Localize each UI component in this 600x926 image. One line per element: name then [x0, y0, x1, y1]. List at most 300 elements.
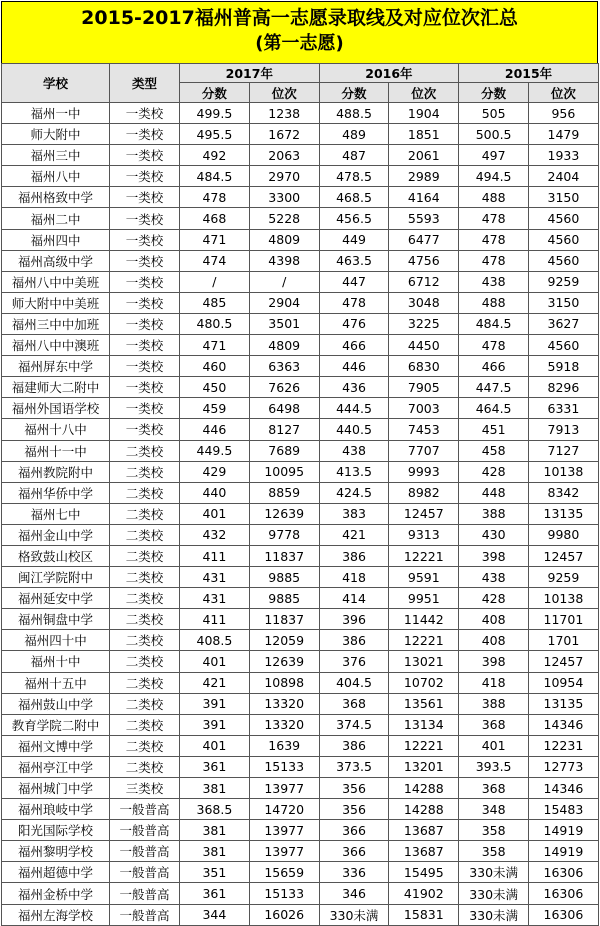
table-row [2, 841, 599, 862]
school-type-cell: 一类校 [110, 166, 180, 187]
school-type-cell: 一类校 [110, 250, 180, 271]
rank-2017-cell: 4398 [249, 250, 319, 271]
rank-2016-cell: 11442 [389, 609, 459, 630]
score-2016-cell: 446 [319, 356, 389, 377]
school-name-cell: 福州三中 [2, 145, 110, 166]
score-2015-cell: 466 [459, 356, 529, 377]
score-2017-cell: 480.5 [180, 313, 250, 334]
score-2016-cell: 368 [319, 693, 389, 714]
table-row [2, 440, 599, 461]
score-2016-cell: 466 [319, 335, 389, 356]
score-2016-cell: 418 [319, 567, 389, 588]
rank-2017-cell: 13977 [249, 841, 319, 862]
rank-2016-cell: 7905 [389, 377, 459, 398]
table-row [2, 567, 599, 588]
score-2017-cell: 368.5 [180, 799, 250, 820]
school-type-cell: 一类校 [110, 377, 180, 398]
score-2015-cell: 330未满 [459, 904, 529, 925]
rank-2017-cell: 1672 [249, 124, 319, 145]
school-name-cell: 福州屏东中学 [2, 356, 110, 377]
score-2016-cell: 447 [319, 271, 389, 292]
score-2016-cell: 478.5 [319, 166, 389, 187]
score-2016-cell: 424.5 [319, 482, 389, 503]
school-name-cell: 福州高级中学 [2, 250, 110, 271]
table-row [2, 820, 599, 841]
rank-2015-cell: 11701 [529, 609, 599, 630]
school-name-cell: 福州一中 [2, 103, 110, 124]
score-2017-cell: 484.5 [180, 166, 250, 187]
score-2017-cell: 411 [180, 609, 250, 630]
score-2017-cell: 468 [180, 208, 250, 229]
score-2015-cell: 388 [459, 693, 529, 714]
rank-2015-cell: 956 [529, 103, 599, 124]
score-2017-cell: 495.5 [180, 124, 250, 145]
score-2016-cell: 396 [319, 609, 389, 630]
rank-2016-cell: 3225 [389, 313, 459, 334]
rank-2016-cell: 14288 [389, 778, 459, 799]
score-2015-cell: 393.5 [459, 756, 529, 777]
school-type-cell: 一类校 [110, 208, 180, 229]
rank-2016-cell: 6712 [389, 271, 459, 292]
rank-2017-cell: 13977 [249, 778, 319, 799]
rank-2017-cell: 9885 [249, 567, 319, 588]
school-type-cell: 一类校 [110, 313, 180, 334]
table-row [2, 693, 599, 714]
header-score: 分数 [180, 83, 250, 103]
score-2015-cell: 358 [459, 820, 529, 841]
table-row [2, 419, 599, 440]
rank-2015-cell: 2404 [529, 166, 599, 187]
school-name-cell: 福州二中 [2, 208, 110, 229]
rank-2015-cell: 1701 [529, 630, 599, 651]
score-2017-cell: 450 [180, 377, 250, 398]
score-2017-cell: 391 [180, 693, 250, 714]
score-2015-cell: 478 [459, 335, 529, 356]
rank-2016-cell: 6477 [389, 229, 459, 250]
school-name-cell: 格致鼓山校区 [2, 545, 110, 566]
score-2017-cell: 431 [180, 567, 250, 588]
title-banner [1, 1, 598, 63]
rank-2016-cell: 4756 [389, 250, 459, 271]
school-type-cell: 二类校 [110, 461, 180, 482]
rank-2015-cell: 8296 [529, 377, 599, 398]
score-2016-cell: 383 [319, 503, 389, 524]
score-2016-cell: 414 [319, 588, 389, 609]
score-2017-cell: 440 [180, 482, 250, 503]
school-type-cell: 二类校 [110, 714, 180, 735]
school-type-cell: 一类校 [110, 356, 180, 377]
rank-2017-cell: 15133 [249, 883, 319, 904]
spreadsheet [1, 1, 598, 926]
school-name-cell: 福州金山中学 [2, 524, 110, 545]
school-type-cell: 二类校 [110, 651, 180, 672]
rank-2017-cell: 2063 [249, 145, 319, 166]
school-type-cell: 二类校 [110, 735, 180, 756]
rank-2017-cell: 14720 [249, 799, 319, 820]
rank-2016-cell: 15495 [389, 862, 459, 883]
school-name-cell: 福州金桥中学 [2, 883, 110, 904]
score-2016-cell: 444.5 [319, 398, 389, 419]
table-row [2, 778, 599, 799]
rank-2015-cell: 4560 [529, 250, 599, 271]
score-2016-cell: 413.5 [319, 461, 389, 482]
school-type-cell: 二类校 [110, 630, 180, 651]
rank-2017-cell: 8859 [249, 482, 319, 503]
score-2015-cell: 448 [459, 482, 529, 503]
admission-table [1, 63, 599, 926]
score-2016-cell: 489 [319, 124, 389, 145]
school-name-cell: 福州格致中学 [2, 187, 110, 208]
school-type-cell: 二类校 [110, 503, 180, 524]
rank-2016-cell: 13021 [389, 651, 459, 672]
rank-2015-cell: 16306 [529, 862, 599, 883]
table-row [2, 166, 599, 187]
school-type-cell: 二类校 [110, 567, 180, 588]
score-2015-cell: 447.5 [459, 377, 529, 398]
table-row [2, 524, 599, 545]
score-2015-cell: 488 [459, 292, 529, 313]
score-2016-cell: 336 [319, 862, 389, 883]
school-name-cell: 福州十一中 [2, 440, 110, 461]
score-2016-cell: 330未满 [319, 904, 389, 925]
table-row [2, 208, 599, 229]
score-2015-cell: 428 [459, 588, 529, 609]
table-row [2, 250, 599, 271]
rank-2017-cell: 12639 [249, 503, 319, 524]
school-name-cell: 福州八中中美班 [2, 271, 110, 292]
rank-2017-cell: 13320 [249, 693, 319, 714]
header-year-2016: 2016年 [319, 64, 459, 83]
score-2017-cell: 344 [180, 904, 250, 925]
rank-2016-cell: 9591 [389, 567, 459, 588]
score-2016-cell: 366 [319, 820, 389, 841]
school-name-cell: 福州外国语学校 [2, 398, 110, 419]
score-2015-cell: 484.5 [459, 313, 529, 334]
rank-2016-cell: 14288 [389, 799, 459, 820]
rank-2016-cell: 2989 [389, 166, 459, 187]
score-2016-cell: 404.5 [319, 672, 389, 693]
score-2017-cell: 401 [180, 735, 250, 756]
rank-2015-cell: 10138 [529, 588, 599, 609]
rank-2015-cell: 13135 [529, 503, 599, 524]
header-type: 类型 [110, 64, 180, 103]
school-name-cell: 福州鼓山中学 [2, 693, 110, 714]
score-2017-cell: 471 [180, 229, 250, 250]
header-score: 分数 [459, 83, 529, 103]
score-2017-cell: 391 [180, 714, 250, 735]
school-name-cell: 闽江学院附中 [2, 567, 110, 588]
rank-2016-cell: 9951 [389, 588, 459, 609]
rank-2016-cell: 1851 [389, 124, 459, 145]
rank-2016-cell: 4450 [389, 335, 459, 356]
score-2015-cell: 458 [459, 440, 529, 461]
rank-2017-cell: 11837 [249, 545, 319, 566]
rank-2016-cell: 9313 [389, 524, 459, 545]
table-row [2, 545, 599, 566]
table-row [2, 883, 599, 904]
rank-2015-cell: 14346 [529, 778, 599, 799]
rank-2017-cell: 6363 [249, 356, 319, 377]
school-name-cell: 福州城门中学 [2, 778, 110, 799]
rank-2016-cell: 13134 [389, 714, 459, 735]
school-name-cell: 教育学院二附中 [2, 714, 110, 735]
header-year-2017: 2017年 [180, 64, 320, 83]
rank-2015-cell: 6331 [529, 398, 599, 419]
rank-2017-cell: 13320 [249, 714, 319, 735]
rank-2017-cell: 16026 [249, 904, 319, 925]
table-row [2, 609, 599, 630]
school-type-cell: 一类校 [110, 292, 180, 313]
score-2015-cell: 478 [459, 229, 529, 250]
school-type-cell: 一类校 [110, 271, 180, 292]
table-row [2, 292, 599, 313]
school-type-cell: 一类校 [110, 229, 180, 250]
table-row [2, 103, 599, 124]
rank-2017-cell: 3300 [249, 187, 319, 208]
score-2016-cell: 376 [319, 651, 389, 672]
school-name-cell: 福州文博中学 [2, 735, 110, 756]
school-name-cell: 福州黎明学校 [2, 841, 110, 862]
rank-2017-cell: 15659 [249, 862, 319, 883]
score-2016-cell: 440.5 [319, 419, 389, 440]
rank-2017-cell: 7689 [249, 440, 319, 461]
table-row [2, 461, 599, 482]
rank-2017-cell: / [249, 271, 319, 292]
score-2015-cell: 388 [459, 503, 529, 524]
rank-2015-cell: 3150 [529, 292, 599, 313]
score-2016-cell: 386 [319, 735, 389, 756]
score-2015-cell: 488 [459, 187, 529, 208]
rank-2016-cell: 7453 [389, 419, 459, 440]
rank-2015-cell: 1479 [529, 124, 599, 145]
score-2015-cell: 494.5 [459, 166, 529, 187]
score-2015-cell: 451 [459, 419, 529, 440]
rank-2017-cell: 12639 [249, 651, 319, 672]
rank-2015-cell: 12457 [529, 545, 599, 566]
table-row [2, 377, 599, 398]
school-name-cell: 福州左海学校 [2, 904, 110, 925]
rank-2017-cell: 1639 [249, 735, 319, 756]
score-2016-cell: 436 [319, 377, 389, 398]
rank-2015-cell: 4560 [529, 335, 599, 356]
table-row [2, 229, 599, 250]
score-2017-cell: 460 [180, 356, 250, 377]
score-2015-cell: 348 [459, 799, 529, 820]
school-type-cell: 一般普高 [110, 883, 180, 904]
score-2016-cell: 468.5 [319, 187, 389, 208]
school-type-cell: 一般普高 [110, 904, 180, 925]
school-name-cell: 福州八中中澳班 [2, 335, 110, 356]
rank-2016-cell: 9993 [389, 461, 459, 482]
score-2017-cell: 381 [180, 778, 250, 799]
school-type-cell: 一类校 [110, 124, 180, 145]
rank-2017-cell: 9885 [249, 588, 319, 609]
rank-2015-cell: 14346 [529, 714, 599, 735]
rank-2016-cell: 7003 [389, 398, 459, 419]
score-2016-cell: 438 [319, 440, 389, 461]
school-type-cell: 一类校 [110, 103, 180, 124]
rank-2016-cell: 13687 [389, 841, 459, 862]
score-2015-cell: 478 [459, 208, 529, 229]
rank-2015-cell: 14919 [529, 820, 599, 841]
school-type-cell: 二类校 [110, 756, 180, 777]
school-type-cell: 一类校 [110, 145, 180, 166]
table-row [2, 799, 599, 820]
score-2015-cell: 430 [459, 524, 529, 545]
school-name-cell: 福州四十中 [2, 630, 110, 651]
rank-2016-cell: 15831 [389, 904, 459, 925]
rank-2015-cell: 4560 [529, 208, 599, 229]
score-2017-cell: 408.5 [180, 630, 250, 651]
header-school: 学校 [2, 64, 110, 103]
score-2015-cell: 368 [459, 778, 529, 799]
rank-2015-cell: 3627 [529, 313, 599, 334]
score-2017-cell: 499.5 [180, 103, 250, 124]
score-2015-cell: 428 [459, 461, 529, 482]
rank-2016-cell: 13561 [389, 693, 459, 714]
score-2017-cell: 401 [180, 503, 250, 524]
header-rank: 位次 [249, 83, 319, 103]
score-2015-cell: 464.5 [459, 398, 529, 419]
score-2017-cell: 401 [180, 651, 250, 672]
score-2016-cell: 421 [319, 524, 389, 545]
rank-2017-cell: 10898 [249, 672, 319, 693]
table-row [2, 756, 599, 777]
rank-2016-cell: 6830 [389, 356, 459, 377]
school-name-cell: 福州亭江中学 [2, 756, 110, 777]
school-name-cell: 福州七中 [2, 503, 110, 524]
table-row [2, 187, 599, 208]
rank-2016-cell: 12221 [389, 545, 459, 566]
table-body [2, 103, 599, 926]
score-2015-cell: 478 [459, 250, 529, 271]
rank-2015-cell: 10138 [529, 461, 599, 482]
school-name-cell: 福州八中 [2, 166, 110, 187]
score-2017-cell: 381 [180, 841, 250, 862]
rank-2016-cell: 5593 [389, 208, 459, 229]
rank-2016-cell: 8982 [389, 482, 459, 503]
header-rank: 位次 [389, 83, 459, 103]
score-2017-cell: / [180, 271, 250, 292]
table-row [2, 124, 599, 145]
score-2017-cell: 431 [180, 588, 250, 609]
score-2016-cell: 463.5 [319, 250, 389, 271]
school-name-cell: 师大附中中美班 [2, 292, 110, 313]
score-2016-cell: 346 [319, 883, 389, 904]
rank-2015-cell: 12773 [529, 756, 599, 777]
score-2017-cell: 471 [180, 335, 250, 356]
school-type-cell: 一类校 [110, 335, 180, 356]
score-2016-cell: 374.5 [319, 714, 389, 735]
score-2017-cell: 492 [180, 145, 250, 166]
rank-2017-cell: 11837 [249, 609, 319, 630]
rank-2015-cell: 7127 [529, 440, 599, 461]
school-name-cell: 福州三中中加班 [2, 313, 110, 334]
score-2016-cell: 373.5 [319, 756, 389, 777]
rank-2015-cell: 10954 [529, 672, 599, 693]
school-name-cell: 福建师大二附中 [2, 377, 110, 398]
rank-2015-cell: 15483 [529, 799, 599, 820]
school-type-cell: 一般普高 [110, 841, 180, 862]
score-2017-cell: 478 [180, 187, 250, 208]
score-2015-cell: 418 [459, 672, 529, 693]
score-2015-cell: 398 [459, 545, 529, 566]
header-year-2015: 2015年 [459, 64, 599, 83]
score-2017-cell: 429 [180, 461, 250, 482]
rank-2015-cell: 3150 [529, 187, 599, 208]
rank-2016-cell: 12457 [389, 503, 459, 524]
school-name-cell: 福州延安中学 [2, 588, 110, 609]
rank-2016-cell: 3048 [389, 292, 459, 313]
rank-2015-cell: 16306 [529, 883, 599, 904]
score-2016-cell: 386 [319, 630, 389, 651]
table-row [2, 145, 599, 166]
school-name-cell: 福州超德中学 [2, 862, 110, 883]
school-name-cell: 福州铜盘中学 [2, 609, 110, 630]
table-row [2, 862, 599, 883]
score-2015-cell: 505 [459, 103, 529, 124]
school-name-cell: 师大附中 [2, 124, 110, 145]
score-2015-cell: 438 [459, 271, 529, 292]
school-name-cell: 福州教院附中 [2, 461, 110, 482]
school-name-cell: 福州十五中 [2, 672, 110, 693]
score-2015-cell: 500.5 [459, 124, 529, 145]
rank-2017-cell: 1238 [249, 103, 319, 124]
school-type-cell: 二类校 [110, 693, 180, 714]
rank-2015-cell: 9259 [529, 567, 599, 588]
score-2017-cell: 361 [180, 883, 250, 904]
rank-2016-cell: 13201 [389, 756, 459, 777]
rank-2015-cell: 9259 [529, 271, 599, 292]
school-type-cell: 二类校 [110, 440, 180, 461]
rank-2016-cell: 2061 [389, 145, 459, 166]
rank-2017-cell: 10095 [249, 461, 319, 482]
rank-2015-cell: 5918 [529, 356, 599, 377]
rank-2016-cell: 10702 [389, 672, 459, 693]
rank-2016-cell: 41902 [389, 883, 459, 904]
school-name-cell: 福州十中 [2, 651, 110, 672]
score-2017-cell: 361 [180, 756, 250, 777]
school-type-cell: 一般普高 [110, 820, 180, 841]
score-2017-cell: 474 [180, 250, 250, 271]
score-2015-cell: 368 [459, 714, 529, 735]
score-2017-cell: 411 [180, 545, 250, 566]
rank-2015-cell: 1933 [529, 145, 599, 166]
table-row [2, 904, 599, 925]
school-name-cell: 福州十八中 [2, 419, 110, 440]
score-2017-cell: 351 [180, 862, 250, 883]
rank-2015-cell: 16306 [529, 904, 599, 925]
school-name-cell: 福州四中 [2, 229, 110, 250]
score-2015-cell: 408 [459, 609, 529, 630]
rank-2016-cell: 12221 [389, 735, 459, 756]
score-2016-cell: 487 [319, 145, 389, 166]
rank-2015-cell: 14919 [529, 841, 599, 862]
school-type-cell: 二类校 [110, 609, 180, 630]
score-2016-cell: 356 [319, 778, 389, 799]
school-type-cell: 二类校 [110, 545, 180, 566]
school-name-cell: 福州华侨中学 [2, 482, 110, 503]
score-2015-cell: 401 [459, 735, 529, 756]
header-score: 分数 [319, 83, 389, 103]
rank-2017-cell: 9778 [249, 524, 319, 545]
score-2017-cell: 459 [180, 398, 250, 419]
table-row [2, 630, 599, 651]
rank-2017-cell: 6498 [249, 398, 319, 419]
rank-2017-cell: 12059 [249, 630, 319, 651]
score-2015-cell: 408 [459, 630, 529, 651]
school-type-cell: 二类校 [110, 588, 180, 609]
